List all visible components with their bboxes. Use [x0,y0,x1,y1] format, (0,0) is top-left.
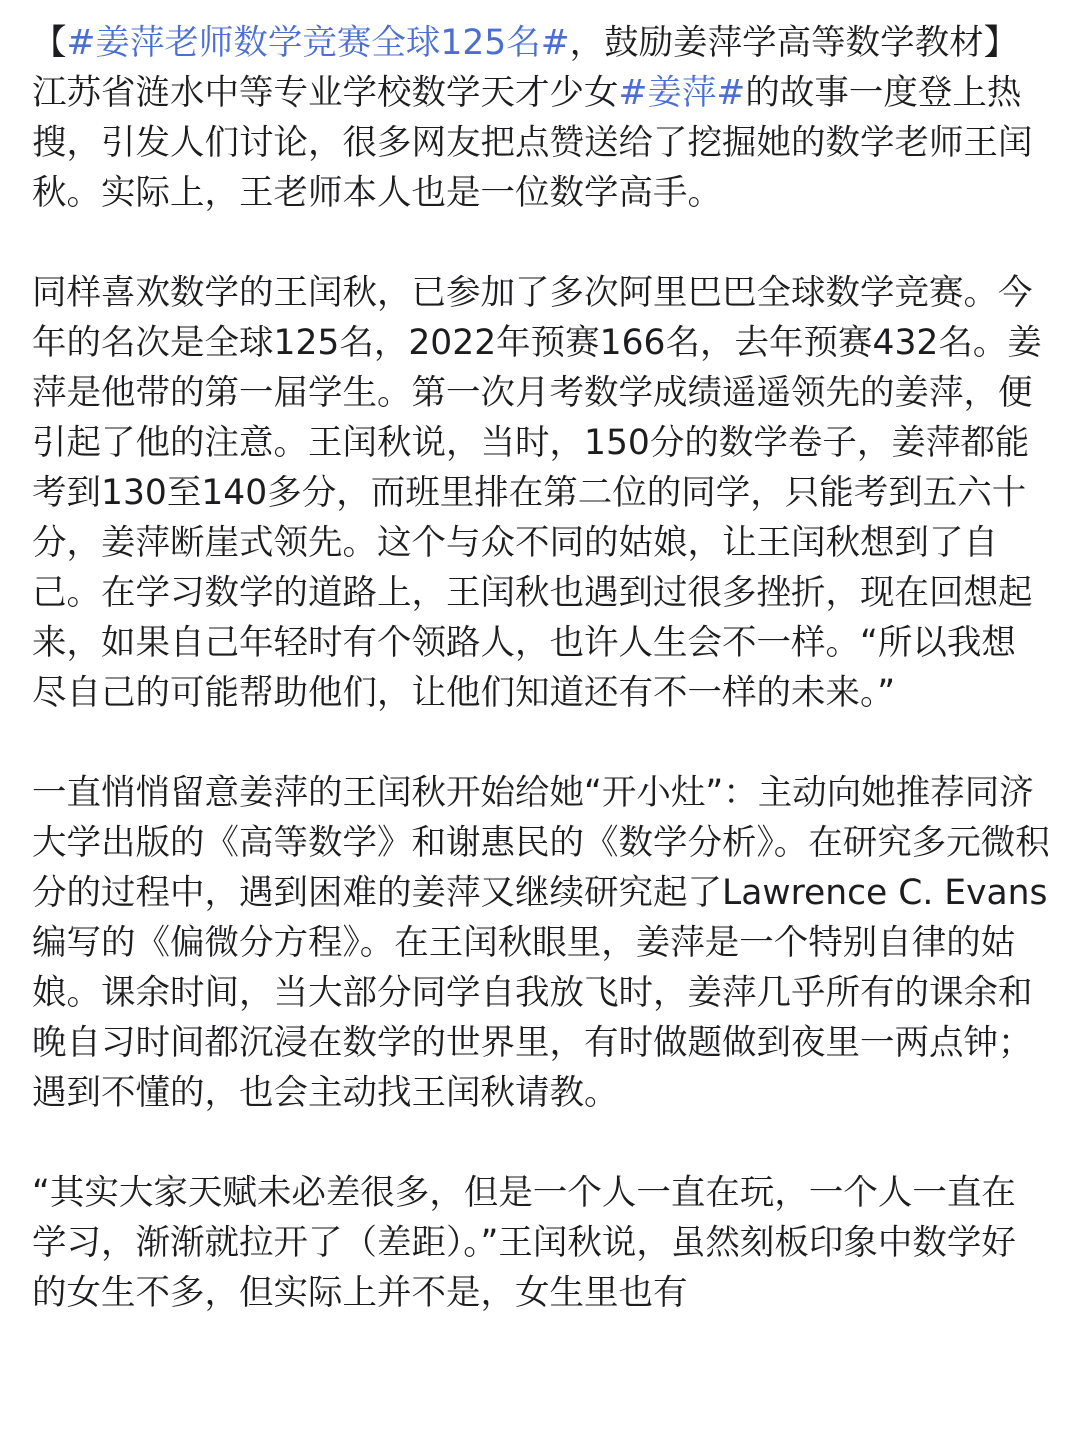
title-bracket-open: 【 [32,23,67,63]
paragraph-1-text-b: 的故事一度登上热搜，引发人们讨论，很多网友把点赞送给了挖掘她的数学老师王闰秋。实际上，王老师本人也是一位数学高手。 [32,73,1033,213]
title-rest: ，鼓励姜萍学高等数学教材】 [569,23,1019,63]
paragraph-3: 一直悄悄留意姜萍的王闰秋开始给她“开小灶”：主动向她推荐同济大学出版的《高等数学》和谢惠民的《数学分析》。在研究多元微积分的过程中，遇到困难的姜萍又继续研究起了Lawrence C. Evans编写的《偏微分方程》。在王闰秋眼里，姜萍是一个特别自律的姑娘。课余时间，当大部分同学自我放飞时，姜萍几乎所有的课余和晚自习时间都沉浸在数学的世界里，有时做题做到夜里一两点钟；遇到不懂的，也会主动找王闰秋请教。 [32,773,1050,1113]
hashtag-title-link[interactable]: #姜萍老师数学竞赛全球125名# [66,23,570,63]
paragraph-2: 同样喜欢数学的王闰秋，已参加了多次阿里巴巴全球数学竞赛。今年的名次是全球125名，2022年预赛166名，去年预赛432名。姜萍是他带的第一届学生。第一次月考数学成绩遥遥领先的姜萍，便引起了他的注意。王闰秋说，当时，150分的数学卷子，姜萍都能考到130至140多分，而班里排在第二位的同学，只能考到五六十分，姜萍断崖式领先。这个与众不同的姑娘，让王闰秋想到了自己。在学习数学的道路上，王闰秋也遇到过很多挫折，现在回想起来，如果自己年轻时有个领路人，也许人生会不一样。“所以我想尽自己的可能帮助他们，让他们知道还有不一样的未来。” [32,273,1042,713]
post-body [32,18,1050,1368]
paragraph-1-text-a: 江苏省涟水中等专业学校数学天才少女 [32,73,619,113]
hashtag-name-link[interactable]: #姜萍# [618,73,746,113]
paragraph-4: “其实大家天赋未必差很多，但是一个人一直在玩，一个人一直在学习，渐渐就拉开了（差距）。”王闰秋说，虽然刻板印象中数学好的女生不多，但实际上并不是，女生里也有 [32,1173,1016,1313]
paragraph-1 [32,18,1050,218]
